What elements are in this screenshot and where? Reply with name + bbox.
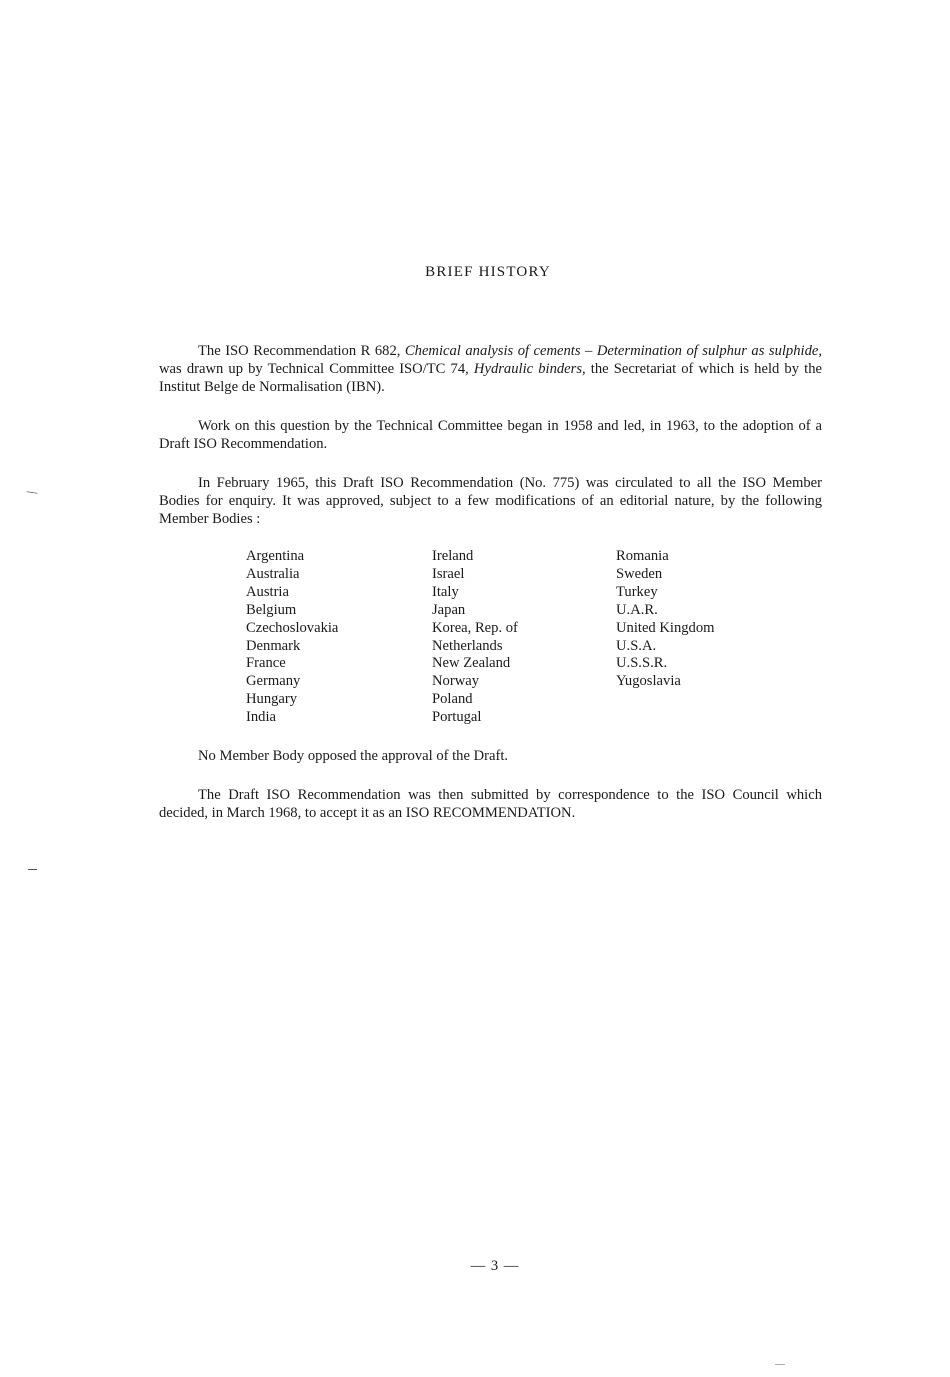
- document-title: BRIEF HISTORY: [425, 264, 551, 280]
- paragraph-origin: [159, 342, 822, 396]
- list-item: United Kingdom: [616, 619, 715, 636]
- list-item: Ireland: [432, 548, 474, 564]
- paragraph-no-opposition: No Member Body opposed the approval of the Draft.: [198, 748, 509, 764]
- list-item: U.S.S.R.: [616, 655, 668, 672]
- list-item: Australia: [246, 565, 300, 582]
- list-item: Argentina: [246, 548, 305, 564]
- list-item: U.S.A.: [616, 637, 657, 654]
- list-item: Yugoslavia: [616, 673, 681, 690]
- list-item: France: [246, 655, 286, 672]
- list-item: Hungary: [246, 691, 298, 708]
- list-item: Turkey: [616, 583, 658, 600]
- scan-mark: [775, 1364, 785, 1365]
- list-item: Portugal: [432, 709, 482, 726]
- member-bodies-column-3: [616, 548, 715, 691]
- list-item: Norway: [432, 673, 480, 690]
- list-item: Denmark: [246, 637, 301, 654]
- list-item: Japan: [432, 601, 466, 618]
- scan-mark: [26, 491, 38, 494]
- page-number: — 3 —: [470, 1258, 520, 1274]
- list-item: Czechoslovakia: [246, 619, 339, 636]
- list-item: Poland: [432, 691, 473, 708]
- list-item: U.A.R.: [616, 601, 658, 618]
- list-item: Korea, Rep. of: [432, 619, 518, 636]
- list-item: Sweden: [616, 565, 663, 582]
- list-item: New Zealand: [432, 655, 511, 672]
- list-item: Israel: [432, 565, 465, 582]
- member-bodies-column-1: [246, 548, 338, 727]
- paragraph-origin-intro: The ISO Recommendation R 682,: [198, 343, 405, 359]
- member-bodies-column-2: [432, 548, 518, 727]
- recommendation-title: Chemical analysis of cements – Determination of sulphur as sulphide,: [404, 343, 822, 359]
- list-item: Italy: [432, 583, 459, 600]
- paragraph-work: Work on this question by the Technical Committee began in 1958 and led, in 1963, to the adoption of a Draft ISO Recommendation.: [159, 418, 822, 452]
- committee-name: Hydraulic binders,: [473, 361, 586, 377]
- list-item: Austria: [246, 583, 289, 600]
- paragraph-enquiry: In February 1965, this Draft ISO Recommendation (No. 775) was circulated to all the ISO Member Bodies for enquiry. It was approved, subject to a few modifications of an editorial nature, by the following Member Bodies :: [159, 475, 822, 527]
- paragraph-origin-end: the Secretariat of which is held by the Institut Belge de Normalisation (IBN).: [159, 361, 822, 395]
- paragraph-origin-middle: was drawn up by Technical Committee ISO/TC 74,: [159, 361, 474, 377]
- paragraph-council-decision: The Draft ISO Recommendation was then submitted by correspondence to the ISO Council which decided, in March 1968, to accept it as an ISO RECOMMENDATION.: [159, 787, 822, 821]
- list-item: Belgium: [246, 601, 297, 618]
- list-item: Romania: [616, 548, 669, 564]
- scan-mark: [28, 869, 37, 870]
- list-item: India: [246, 709, 276, 726]
- list-item: Germany: [246, 673, 301, 690]
- list-item: Netherlands: [432, 637, 503, 654]
